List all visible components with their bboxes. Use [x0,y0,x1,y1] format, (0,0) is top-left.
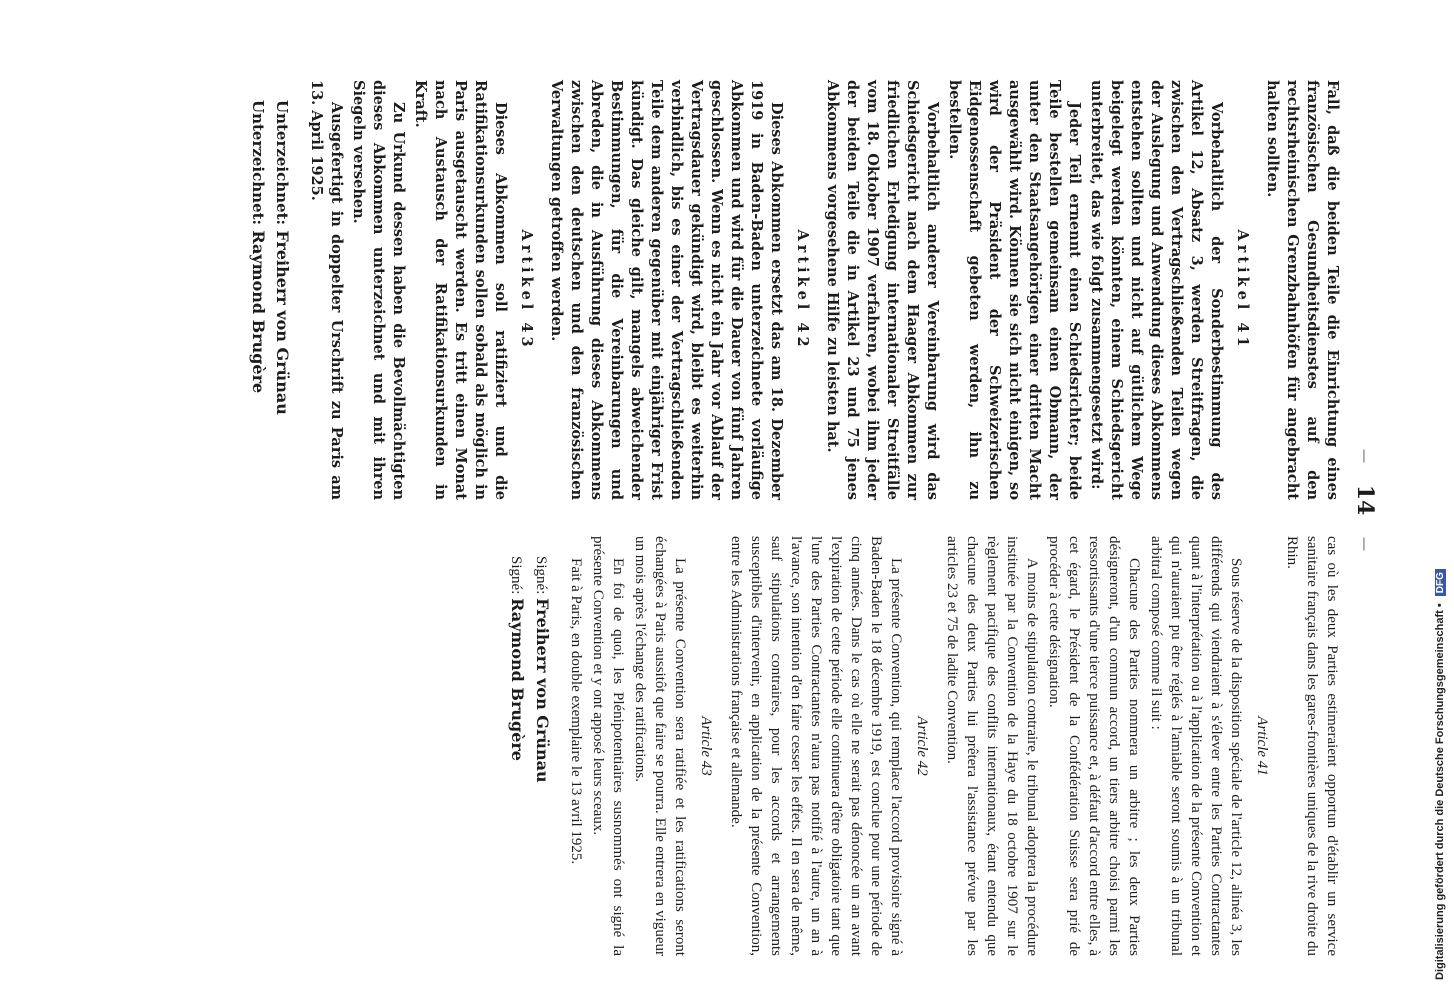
signature-label: Unterzeichnet: [273,100,291,226]
german-article-42-title: Artikel 42 [794,229,811,351]
german-article-43-title: Artikel 43 [518,229,535,351]
page-number: 14 [1352,484,1378,516]
french-article-41-title: Article 41 [1254,716,1270,776]
french-article-43-paragraph: En foi de quoi, les Plénipotentiaires susnommés ont signé la présente Convention et y ont apposé leurs sceaux. [590,536,626,956]
digitization-note [1434,20,1454,980]
german-article-41-paragraph: Vorbehaltlich der Sonderbestimmung des Artikel 12, Absatz 3, werden Streitfragen, die zwischen den Vertragschließenden Teilen wegen der Auslegung und Anwendung dieses Abkommens entstehen sollten und nicht auf gütlichem Wege beigelegt werden könnten, einem Schiedsgericht unterbreitet, das wie folgt zusammengesetzt wird: [1088,80,1225,500]
french-intro: cas où les deux Parties estimeraient opportun d'établir un service sanitaire français dans les gares-frontières uniques de la rive droite du Rhin. [1284,536,1340,956]
french-article-41-paragraph: Chacune des Parties nommera un arbitre ; les deux Parties désigneront, d'un commun accord, un tiers arbitre choisi parmi les ressortissants d'une tierce puissance et, à défaut d'accord entre elles, à cet égard, le Président de la Confédération Suisse sera prié de procéder à cette désignation. [1046,536,1142,956]
german-article-41-paragraph: Jeder Teil ernennt einen Schiedsrichter; beide Teile bestellen gemeinsam einen Obmann, der unter den Staatsangehörigen einer dritten Macht ausgewählt wird. Können sie sich nicht einigen, so wird der Präsident der Schweizerischen Eidgenossenschaft gebeten werden, ihn zu bestellen. [946,80,1083,500]
german-signature-line [272,100,292,500]
german-column [244,80,1342,500]
signature-name: Freiherr von Grünau [533,598,552,783]
french-article-41-paragraph: Sous réserve de la disposition spéciale de l'article 12, alinéa 3, les différends qui viendraient à s'élever entre les Parties Contractantes quant à l'interprétation ou à l'application de la présente Convention et qui n'auraient pu être réglés à l'amiable seront soumis à un tribunal arbitral composé comme il suit : [1148,536,1244,956]
german-intro: Fall, daß die beiden Teile die Einrichtung eines französischen Gesundheitsdienstes auf den rechtsrheinischen Grenzbahnhöfen für angebracht halten sollten. [1264,80,1341,500]
page-header [1352,0,1378,1000]
french-column [502,536,1342,956]
header-dash-left: — [1356,449,1372,464]
signature-label: Signé: [508,556,524,595]
french-article-43-title: Article 43 [698,716,714,776]
french-article-42-paragraph: La présente Convention, qui remplace l'accord provisoire signé à Baden-Baden le 18 décembre 1919, est conclue pour une période de cinq années. Dans le cas où elle ne serait pas dénoncée un an avant l'expiration de cette période elle continuera d'être obligatoire tant que l'une des Parties Contractantes n'aura pas notifié à l'autre, un an à l'avance, son intention d'en faire cesser les effets. Il en sera de même, sauf stipulations contraires, pour les accords et arrangements susceptibles d'intervenir, en application de la présente Convention, entre les Administrations française et allemande. [728,536,904,956]
french-signature-line [531,556,552,956]
german-article-41-paragraph: Vorbehaltlich anderer Vereinbarung wird das Schiedsgericht nach dem Haager Abkommen zur friedlichen Erledigung internationaler Streitfälle vom 18. Oktober 1907 verfahren, wobei ihm jeder der beiden Teile die in Artikel 23 und 75 jenes Abkommens vorgesehene Hilfe zu leisten hat. [824,80,941,500]
signature-label: Unterzeichnet: [249,100,267,226]
french-article-41-paragraph: A moins de stipulation contraire, le tribunal adoptera la procédure instituée par la Convention de la Haye du 18 octobre 1907 sur le règlement pacifique des conflits internationaux, étant entendu que chacune des deux Parties lui prêtera l'assistance prévue par les articles 23 et 75 de ladite Convention. [944,536,1040,956]
header-dash-right: — [1356,536,1372,551]
sidenote-holder [1394,0,1446,1000]
signature-name: Raymond Brugère [249,230,268,394]
german-signatures [248,80,292,500]
german-article-43-paragraph: Zu Urkund dessen haben die Bevollmächtigten dieses Abkommen unterzeichnet und mit ihren Siegeln versehen. [350,80,407,500]
german-closing: Ausgefertigt in doppelter Urschrift zu Paris am 13. April 1925. [308,80,345,500]
german-article-43-paragraph: Dieses Abkommen soll ratifiziert und die Ratifikationsurkunden sollen sobald als möglich in Paris ausgetauscht werden. Es tritt einen Monat nach Austausch der Ratifikationsurkunden in Kraft. [412,80,509,500]
german-article-41-title: Artikel 41 [1234,229,1251,351]
french-signature-line [506,556,527,956]
signature-label: Signé: [533,556,549,595]
french-signatures [506,536,552,956]
digitization-text: Digitalisierung gefördert durch die Deutsche Forschungsgemeinschaft • [1434,603,1446,980]
french-article-42-title: Article 42 [914,716,930,776]
french-article-43-paragraph: La présente Convention sera ratifiée et les ratifications seront échangées à Paris aussitôt que faire se pourra. Elle entrera en vigueur un mois après l'échange des ratifications. [632,536,688,956]
french-closing: Fait à Paris, en double exemplaire le 13 avril 1925. [568,558,584,865]
german-article-42-paragraph: Dieses Abkommen ersetzt das am 18. Dezember 1919 in Baden-Baden unterzeichnete vorläufige Abkommen und wird für die Dauer von fünf Jahren geschlossen. Wenn es nicht ein Jahr vor Ablauf der Vertragsdauer gekündigt wird, bleibt es weiterhin verbindlich, bis es einer der Vertragschließenden Teile dem anderen gegenüber mit einjähriger Frist kündigt. Das gleiche gilt, mangels abweichender Bestimmungen, für die Vereinbarungen und Abreden, die in Ausführung dieses Abkommens zwischen den deutschen und den französischen Verwaltungen getroffen werden. [548,80,785,500]
dfg-logo: DFG [1435,569,1446,596]
german-signature-line [248,100,268,500]
signature-name: Raymond Brugère [508,598,527,761]
signature-name: Freiherr von Grünau [273,230,292,415]
